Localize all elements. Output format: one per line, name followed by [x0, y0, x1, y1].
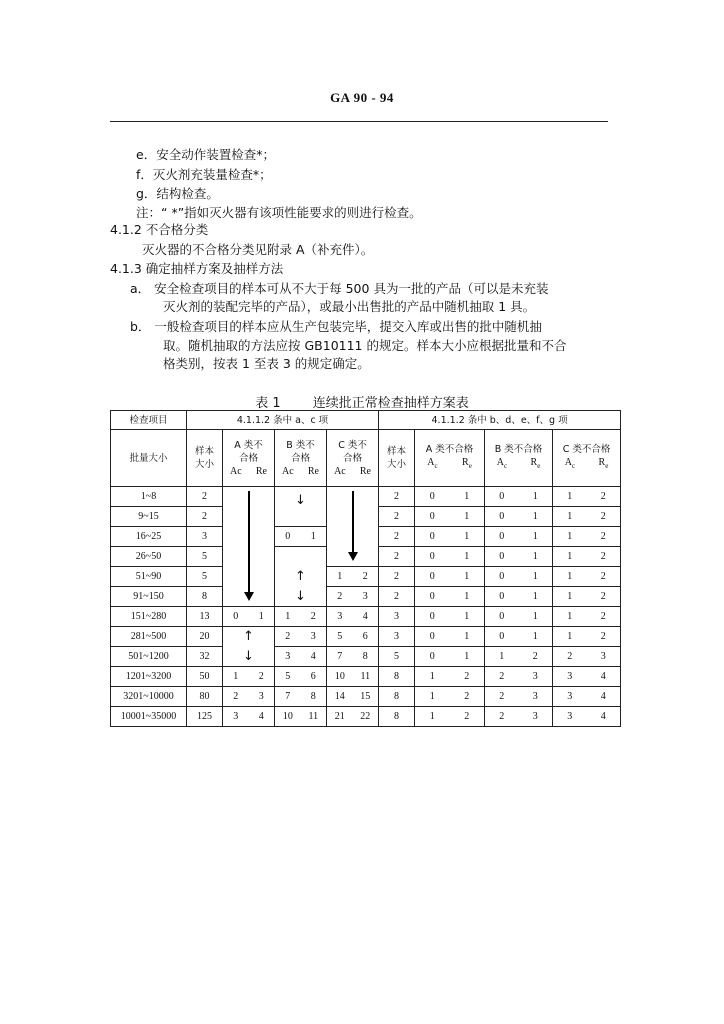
class-b2-cell — [485, 607, 553, 627]
table-row — [111, 707, 621, 727]
class-a2-cell-ac: 1 — [429, 691, 435, 702]
header-group-1: 4.1.1.2 条中 a、c 项 — [187, 411, 379, 430]
item-g: g．结构检查。 — [136, 186, 219, 201]
item-a-line2: 灭火剂的装配完毕的产品），或最小出售批的产品中随机抽取 1 具。 — [163, 299, 536, 314]
table-row — [111, 627, 621, 647]
class-b2-cell-re: 1 — [532, 611, 538, 622]
header-a-acre: Ac Re — [230, 465, 267, 477]
header-batch-size: 批量大小 — [111, 430, 187, 487]
class-c-cell-re: 6 — [362, 631, 368, 642]
sample-size-cell-2: 8 — [379, 687, 415, 707]
class-c2-cell-re: 3 — [600, 651, 606, 662]
class-c-cell — [327, 607, 379, 627]
class-a2-cell-re: 1 — [464, 651, 470, 662]
table-row — [111, 667, 621, 687]
table-row — [111, 647, 621, 667]
class-c2-cell — [553, 587, 621, 607]
class-b2-cell — [485, 507, 553, 527]
up-arrow-icon: ↑ — [243, 629, 254, 645]
class-c-cell — [327, 627, 379, 647]
class-b2-cell — [485, 707, 553, 727]
class-b2-cell-ac: 0 — [499, 611, 505, 622]
header-class-b-2 — [485, 430, 553, 487]
sample-size-cell: 32 — [187, 647, 223, 667]
sample-size-cell-2: 3 — [379, 627, 415, 647]
class-a-cell — [223, 667, 275, 687]
sample-size-cell: 8 — [187, 587, 223, 607]
class-b2-cell — [485, 647, 553, 667]
header-c-acre: Ac Re — [334, 465, 371, 477]
class-a2-cell-re: 1 — [464, 531, 470, 542]
class-a2-cell — [415, 687, 485, 707]
class-a2-cell — [415, 627, 485, 647]
table-row — [111, 527, 621, 547]
sample-size-cell-2: 2 — [379, 527, 415, 547]
class-c2-cell — [553, 707, 621, 727]
class-a-cell — [223, 607, 275, 627]
down-arrow-icon: ↓ — [243, 648, 254, 664]
sample-size-cell-2: 2 — [379, 487, 415, 507]
class-c-cell — [327, 587, 379, 607]
class-a2-cell-re: 1 — [464, 551, 470, 562]
class-a-cell — [223, 707, 275, 727]
header-a-line1: A 类不 — [234, 439, 263, 451]
class-c-cell — [327, 667, 379, 687]
sample-size-cell: 50 — [187, 667, 223, 687]
header-class-a-1 — [223, 430, 275, 487]
class-a-cell-ac: 0 — [233, 611, 239, 622]
class-b2-cell-ac: 0 — [499, 491, 505, 502]
class-a2-cell-re: 1 — [464, 571, 470, 582]
class-c-cell — [327, 687, 379, 707]
class-a2-cell-re: 1 — [464, 491, 470, 502]
batch-size-cell: 91~150 — [111, 587, 187, 607]
class-a2-cell-ac: 0 — [429, 631, 435, 642]
class-c2-cell-re: 2 — [600, 591, 606, 602]
class-b-cell — [275, 607, 327, 627]
class-b-cell — [275, 627, 327, 647]
class-c2-cell-re: 4 — [600, 671, 606, 682]
class-c-cell — [327, 707, 379, 727]
batch-size-cell: 1201~3200 — [111, 667, 187, 687]
class-c-cell-re: 22 — [360, 711, 371, 722]
class-b-cell — [275, 507, 327, 527]
down-arrow-icon: ↓ — [295, 588, 306, 604]
class-b-cell — [275, 527, 327, 547]
class-c2-cell-ac: 3 — [567, 711, 573, 722]
class-b2-cell — [485, 527, 553, 547]
class-c2-cell-ac: 1 — [567, 611, 573, 622]
header-b-acre: Ac Re — [282, 465, 319, 477]
class-a-cell-re: 1 — [258, 611, 264, 622]
class-b2-cell — [485, 627, 553, 647]
class-a2-cell-re: 2 — [464, 671, 470, 682]
long-down-arrow-icon — [352, 491, 354, 553]
class-b2-cell-re: 1 — [532, 531, 538, 542]
class-b-cell-ac: 3 — [285, 651, 291, 662]
header-sample2-line1: 样本 — [387, 446, 407, 457]
class-c-cell-ac: 21 — [334, 711, 345, 722]
batch-size-cell: 281~500 — [111, 627, 187, 647]
class-c-cell-re: 15 — [360, 691, 371, 702]
header-gc-label: C 类不合格 — [562, 444, 611, 455]
class-b-cell-re: 8 — [310, 691, 316, 702]
class-a2-cell-re: 1 — [464, 511, 470, 522]
header-c-line2: 合格 — [343, 452, 363, 464]
class-c-cell — [327, 647, 379, 667]
class-c2-cell-ac: 2 — [567, 651, 573, 662]
class-c2-cell-re: 2 — [600, 631, 606, 642]
class-b-cell — [275, 687, 327, 707]
header-class-b-1 — [275, 430, 327, 487]
table-number: 表 1 — [255, 396, 281, 411]
document-code: GA 90 - 94 — [330, 90, 394, 105]
class-a2-cell-ac: 0 — [429, 531, 435, 542]
class-b2-cell-ac: 0 — [499, 531, 505, 542]
class-b-cell-re: 11 — [308, 711, 319, 722]
batch-size-cell: 3201~10000 — [111, 687, 187, 707]
class-b-cell — [275, 667, 327, 687]
class-a-cell-re: 2 — [258, 671, 264, 682]
class-c2-cell — [553, 487, 621, 507]
sample-size-cell-2: 2 — [379, 547, 415, 567]
section-4-1-3-title: 4.1.3 确定抽样方案及抽样方法 — [110, 261, 284, 276]
class-c-cell-ac: 14 — [334, 691, 345, 702]
header-a-line2: 合格 — [238, 452, 258, 464]
long-down-arrow-icon — [248, 491, 250, 593]
header-sample-line2: 大小 — [194, 459, 214, 470]
class-c2-cell — [553, 667, 621, 687]
class-b2-cell — [485, 687, 553, 707]
class-b-cell — [275, 547, 327, 567]
class-a2-cell-re: 1 — [464, 591, 470, 602]
class-c2-cell-ac: 1 — [567, 511, 573, 522]
header-gb-label: B 类不合格 — [494, 444, 543, 455]
class-a2-cell-ac: 0 — [429, 651, 435, 662]
table-caption — [0, 392, 724, 411]
class-b-cell-ac: 10 — [282, 711, 293, 722]
class-b-cell-ac: 7 — [285, 691, 291, 702]
class-b2-cell — [485, 587, 553, 607]
class-b-cell-ac: 1 — [285, 611, 291, 622]
class-a2-cell — [415, 587, 485, 607]
class-b2-cell-ac: 1 — [499, 651, 505, 662]
class-a2-cell-re: 2 — [464, 711, 470, 722]
class-b2-cell-re: 3 — [532, 671, 538, 682]
class-b-cell — [275, 587, 327, 607]
class-a-cell-ac: 1 — [233, 671, 239, 682]
class-c-cell-re: 3 — [362, 591, 368, 602]
item-a-line1: a． 安全检查项目的样本可从不大于每 500 具为一批的产品（可以是未充装 — [130, 281, 549, 296]
sample-size-cell: 20 — [187, 627, 223, 647]
class-a2-cell — [415, 487, 485, 507]
header-class-c-1 — [327, 430, 379, 487]
class-b-cell — [275, 707, 327, 727]
class-b2-cell — [485, 567, 553, 587]
sampling-plan-table — [110, 410, 621, 727]
header-sample2-line2: 大小 — [387, 459, 407, 470]
class-a2-cell-re: 2 — [464, 691, 470, 702]
class-a2-cell-ac: 0 — [429, 551, 435, 562]
class-b2-cell-ac: 2 — [499, 711, 505, 722]
class-c2-cell-ac: 1 — [567, 551, 573, 562]
class-a2-cell — [415, 507, 485, 527]
class-c2-cell — [553, 687, 621, 707]
class-a2-cell-ac: 1 — [429, 671, 435, 682]
item-e: e．安全动作装置检查*； — [136, 147, 275, 162]
class-c-cell-ac: 7 — [337, 651, 343, 662]
table-row — [111, 607, 621, 627]
class-c2-cell-re: 4 — [600, 691, 606, 702]
sample-size-cell: 2 — [187, 507, 223, 527]
class-c2-cell-re: 4 — [600, 711, 606, 722]
sample-size-cell-2: 2 — [379, 507, 415, 527]
class-b2-cell-re: 3 — [532, 711, 538, 722]
header-b-line2: 合格 — [290, 452, 310, 464]
class-c2-cell-re: 2 — [600, 491, 606, 502]
header-group-2: 4.1.1.2 条中 b、d、e、f、g 项 — [379, 411, 621, 430]
class-b-cell-ac: 0 — [285, 531, 291, 542]
batch-size-cell: 10001~35000 — [111, 707, 187, 727]
class-a2-cell — [415, 567, 485, 587]
class-b2-cell-re: 1 — [532, 631, 538, 642]
class-a2-cell — [415, 527, 485, 547]
class-a-cell — [223, 647, 275, 667]
class-b2-cell-ac: 0 — [499, 591, 505, 602]
class-a-cell-re: 3 — [258, 691, 264, 702]
class-c-cell-ac: 5 — [337, 631, 343, 642]
table-row — [111, 687, 621, 707]
class-b2-cell-re: 1 — [532, 491, 538, 502]
class-b2-cell-re: 1 — [532, 591, 538, 602]
batch-size-cell: 51~90 — [111, 567, 187, 587]
sample-size-cell: 5 — [187, 547, 223, 567]
class-b2-cell-ac: 0 — [499, 511, 505, 522]
header-rule — [110, 121, 608, 122]
class-c2-cell-re: 2 — [600, 511, 606, 522]
note: 注：“ *”指如灭火器有该项性能要求的则进行检查。 — [136, 205, 422, 220]
class-b-cell-re: 6 — [310, 671, 316, 682]
sample-size-cell-2: 2 — [379, 567, 415, 587]
class-b-cell — [275, 567, 327, 587]
class-b2-cell-re: 3 — [532, 691, 538, 702]
class-a2-cell-re: 1 — [464, 631, 470, 642]
class-b-cell-re: 2 — [310, 611, 316, 622]
class-c2-cell — [553, 507, 621, 527]
class-c-cell-re: 11 — [360, 671, 371, 682]
class-b2-cell-ac: 0 — [499, 551, 505, 562]
class-c2-cell-re: 2 — [600, 551, 606, 562]
class-c2-cell — [553, 607, 621, 627]
header-gc-acre: $A_c$ $R_e$ — [564, 457, 609, 470]
table-row — [111, 507, 621, 527]
table-title: 连续批正常检查抽样方案表 — [312, 396, 469, 411]
header-gb-acre: $A_c$ $R_e$ — [496, 457, 541, 470]
header-class-c-2 — [553, 430, 621, 487]
class-b2-cell-ac: 2 — [499, 671, 505, 682]
class-c2-cell-ac: 1 — [567, 591, 573, 602]
batch-size-cell: 1~8 — [111, 487, 187, 507]
class-a2-cell-ac: 1 — [429, 711, 435, 722]
batch-size-cell: 151~280 — [111, 607, 187, 627]
sample-size-cell-2: 5 — [379, 647, 415, 667]
class-a-cell — [223, 627, 275, 647]
class-a2-cell-ac: 0 — [429, 491, 435, 502]
class-c2-cell-ac: 3 — [567, 671, 573, 682]
class-c-cell-ac: 2 — [337, 591, 343, 602]
item-b-line2: 取。随机抽取的方法应按 GB10111 的规定。样本大小应根据批量和不合 — [163, 338, 567, 353]
class-b2-cell — [485, 667, 553, 687]
class-a-cell-re: 4 — [258, 711, 264, 722]
class-c2-cell — [553, 627, 621, 647]
class-a2-cell — [415, 607, 485, 627]
class-b2-cell-ac: 0 — [499, 571, 505, 582]
header-ga-acre: $A_c$ $R_e$ — [427, 457, 472, 470]
class-c2-cell-re: 2 — [600, 531, 606, 542]
class-b-cell-re: 4 — [310, 651, 316, 662]
sample-size-cell-2: 2 — [379, 587, 415, 607]
item-b-line3: 格类别，按表 1 至表 3 的规定确定。 — [163, 356, 370, 371]
class-b2-cell-re: 2 — [532, 651, 538, 662]
class-c-cell-ac: 10 — [334, 671, 345, 682]
sample-size-cell: 3 — [187, 527, 223, 547]
class-a2-cell — [415, 707, 485, 727]
class-a2-cell — [415, 547, 485, 567]
sample-size-cell: 80 — [187, 687, 223, 707]
class-a2-cell-ac: 0 — [429, 511, 435, 522]
class-c2-cell — [553, 527, 621, 547]
sample-size-cell: 125 — [187, 707, 223, 727]
batch-size-cell: 16~25 — [111, 527, 187, 547]
batch-size-cell: 501~1200 — [111, 647, 187, 667]
class-c2-cell-re: 2 — [600, 571, 606, 582]
item-f: f．灭火剂充装量检查*； — [136, 167, 272, 182]
class-c-cell-ac: 3 — [337, 611, 343, 622]
header-sample-size-1 — [187, 430, 223, 487]
class-b2-cell-re: 1 — [532, 571, 538, 582]
class-a-cell-ac: 3 — [233, 711, 239, 722]
header-ga-label: A 类不合格 — [425, 444, 474, 455]
section-4-1-2-body: 灭火器的不合格分类见附录 A（补充件）。 — [142, 242, 374, 257]
class-b2-cell — [485, 487, 553, 507]
sample-size-cell-2: 3 — [379, 607, 415, 627]
up-arrow-icon: ↑ — [295, 569, 306, 584]
table-row — [111, 547, 621, 567]
class-b2-cell-re: 1 — [532, 511, 538, 522]
sample-size-cell: 13 — [187, 607, 223, 627]
class-a-cell-ac: 2 — [233, 691, 239, 702]
class-c2-cell — [553, 647, 621, 667]
class-c2-cell-ac: 1 — [567, 631, 573, 642]
class-c-cell-re: 4 — [362, 611, 368, 622]
class-c2-cell-ac: 1 — [567, 531, 573, 542]
class-a2-cell-ac: 0 — [429, 611, 435, 622]
class-c2-cell-re: 2 — [600, 611, 606, 622]
header-b-line1: B 类不 — [286, 439, 315, 451]
class-b-cell-ac: 5 — [285, 671, 291, 682]
table-row — [111, 587, 621, 607]
class-b-cell-re: 3 — [310, 631, 316, 642]
class-c-cell-ac: 1 — [337, 571, 343, 582]
batch-size-cell: 9~15 — [111, 507, 187, 527]
class-a2-cell — [415, 667, 485, 687]
header-item: 检查项目 — [111, 411, 187, 430]
class-c-cell-re: 2 — [362, 571, 368, 582]
class-c2-cell — [553, 547, 621, 567]
class-c2-cell-ac: 1 — [567, 491, 573, 502]
header-sample-line1: 样本 — [194, 446, 214, 457]
class-a2-cell — [415, 647, 485, 667]
class-c2-cell-ac: 1 — [567, 571, 573, 582]
section-4-1-2-title: 4.1.2 不合格分类 — [110, 222, 209, 237]
header-c-line1: C 类不 — [338, 439, 367, 451]
table-row — [111, 487, 621, 507]
class-a-cell — [223, 687, 275, 707]
class-b-cell — [275, 487, 327, 507]
class-b2-cell-re: 1 — [532, 551, 538, 562]
arrow-head-icon — [244, 592, 254, 601]
class-c2-cell — [553, 567, 621, 587]
sample-size-cell-2: 8 — [379, 707, 415, 727]
class-c2-cell-ac: 3 — [567, 691, 573, 702]
header-sample-size-2 — [379, 430, 415, 487]
table-row — [111, 567, 621, 587]
header-class-a-2 — [415, 430, 485, 487]
sample-size-cell: 5 — [187, 567, 223, 587]
class-b-cell-ac: 2 — [285, 631, 291, 642]
class-a2-cell-re: 1 — [464, 611, 470, 622]
class-b2-cell-ac: 2 — [499, 691, 505, 702]
item-b-line1: b． 一般检查项目的样本应从生产包装完毕，提交入库或出售的批中随机抽 — [130, 319, 542, 334]
class-c-cell-re: 8 — [362, 651, 368, 662]
sample-size-cell-2: 8 — [379, 667, 415, 687]
batch-size-cell: 26~50 — [111, 547, 187, 567]
class-c-cell — [327, 567, 379, 587]
sample-size-cell: 2 — [187, 487, 223, 507]
class-b2-cell-ac: 0 — [499, 631, 505, 642]
class-b-cell-re: 1 — [310, 531, 316, 542]
down-arrow-icon: ↓ — [295, 492, 306, 507]
class-a2-cell-ac: 0 — [429, 591, 435, 602]
class-b-cell — [275, 647, 327, 667]
class-b2-cell — [485, 547, 553, 567]
arrow-head-icon — [348, 552, 358, 561]
class-a2-cell-ac: 0 — [429, 571, 435, 582]
